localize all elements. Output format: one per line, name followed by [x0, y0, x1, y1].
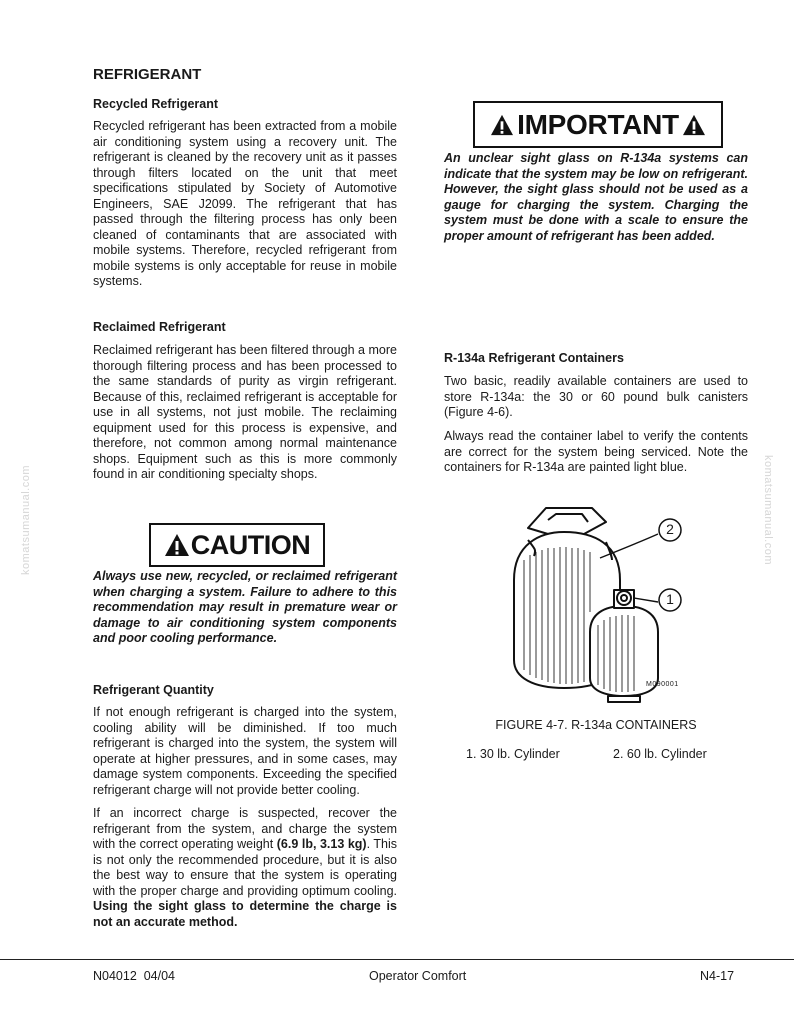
- watermark-right: komatsumanual.com: [762, 455, 774, 565]
- containers-p1: Two basic, readily available containers are used to store R-134a: the 30 or 60 pound bulk canisters (Figure 4-6).: [444, 374, 748, 419]
- footer-right: N4-17: [700, 969, 735, 983]
- quantity-p2-note: Using the sight glass to determine the charge is not an accurate method.: [93, 899, 397, 929]
- quantity-p1: If not enough refrigerant is charged into the system, cooling ability will be diminished. If too much refrigerant is charged into the system, the system will operate at higher pressures, and in some cases, may damage system components. Exceeding the specified refrigerant charge will not provide better cooling.: [93, 705, 397, 797]
- legend-item-2: 2. 60 lb. Cylinder: [613, 747, 707, 761]
- watermark-left: komatsumanual.com: [20, 465, 32, 575]
- legend-item-1: 1. 30 lb. Cylinder: [466, 747, 560, 761]
- important-badge: [473, 101, 723, 148]
- recycled-heading: Recycled Refrigerant: [93, 97, 219, 111]
- quantity-heading: Refrigerant Quantity: [93, 683, 214, 697]
- figure-caption: FIGURE 4-7. R-134a CONTAINERS: [495, 718, 697, 732]
- quantity-p2-c: . This is not only the recommended procedure, but it is also the best way to ensure that the system is operating with the proper charge and providing optimum cooling.: [93, 837, 397, 898]
- footer-center: Operator Comfort: [369, 969, 467, 983]
- important-label: IMPORTANT: [517, 108, 679, 140]
- containers-heading: R-134a Refrigerant Containers: [444, 351, 624, 365]
- quantity-p2: [93, 806, 397, 930]
- quantity-p2-a: If an incorrect charge is suspected, recover the refrigerant from the system, and charge the system with the correct operating weight: [93, 806, 397, 851]
- footer-rule: [0, 959, 794, 960]
- warning-triangle-icon: [164, 533, 190, 557]
- important-text: An unclear sight glass on R-134a systems can indicate that the system may be low on refrigerant. However, the sight glass should not be used as a gauge for charging the system. Charging the system must be done with a scale to ensure the proper amount of refrigerant has been added.: [444, 151, 748, 243]
- warning-triangle-icon-right: [682, 114, 706, 136]
- callout-1-label: 1: [666, 591, 674, 607]
- page-title: REFRIGERANT: [93, 66, 202, 83]
- footer-left: N04012 04/04: [93, 969, 176, 983]
- containers-p2: Always read the container label to verify the contents are correct for the system being serviced. Note the containers for R-134a are painted light blue.: [444, 429, 748, 474]
- figure-code: M090001: [646, 681, 679, 688]
- caution-badge: [149, 523, 325, 567]
- warning-triangle-icon-left: [490, 114, 514, 136]
- caution-label: CAUTION: [190, 529, 311, 560]
- quantity-weight: (6.9 lb, 3.13 kg): [276, 837, 367, 851]
- recycled-body: Recycled refrigerant has been extracted from a mobile air conditioning system using a recovery unit. The refrigerant is cleaned by the recovery unit as it passes through filters located on the unit that meet specifications stipulated by Society of Automotive Engineers, SAE J2099. The refrigerant that has passed through the filtering process has only been cleaned of contaminants that are associated with mobile systems. Therefore, recycled refrigerant from mobile systems is only acceptable for reuse in mobile systems.: [93, 119, 397, 288]
- callout-2-label: 2: [666, 521, 674, 537]
- reclaimed-heading: Reclaimed Refrigerant: [93, 320, 226, 334]
- caution-text: Always use new, recycled, or reclaimed refrigerant when charging a system. Failure to adhere to this recommendation may result in premature wear or damage to air conditioning system components and poor cooling performance.: [93, 569, 397, 645]
- reclaimed-body: Reclaimed refrigerant has been filtered through a more thorough filtering process and has been processed to the same standards of purity as virgin refrigerant. Because of this, reclaimed refrigerant is acceptable for use in all systems, not just mobile. The reclaiming equipment used for this process is expensive, and therefore, not common among normal maintenance shops. Equipment such as this is more commonly found in air conditioning specialty shops.: [93, 343, 397, 481]
